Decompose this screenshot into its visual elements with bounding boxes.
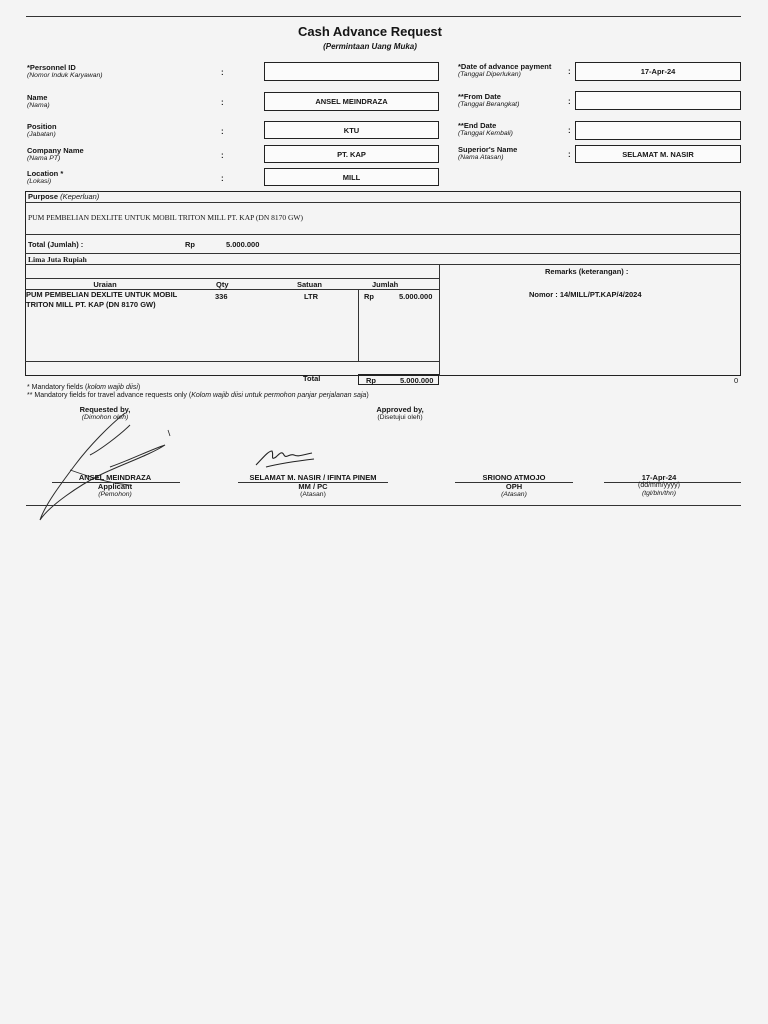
total-rule: [25, 253, 741, 254]
signatory-name: 17-Apr-24: [641, 473, 677, 482]
signatory-sub: (tgl/bln/thn): [641, 490, 676, 497]
total-currency: Rp: [185, 240, 195, 249]
header-jumlah: Jumlah: [372, 280, 399, 289]
purpose-rule: [25, 234, 741, 235]
signatory-name: ANSEL MEINDRAZA: [78, 473, 152, 482]
table-bottom-rule: [25, 361, 440, 362]
end-date-field[interactable]: [575, 121, 741, 140]
items-table: [25, 264, 440, 376]
signatory-role: Applicant: [97, 482, 133, 491]
purpose-label: Purpose (Keperluan): [28, 192, 100, 201]
row-satuan: LTR: [304, 292, 319, 301]
colon: :: [221, 98, 224, 107]
location-field[interactable]: MILL: [264, 168, 439, 186]
colon: :: [221, 127, 224, 136]
approved-by-sublabel: (Disetujui oleh): [377, 414, 423, 421]
row-currency: Rp: [364, 292, 374, 301]
total-amount: 5.000.000: [226, 240, 260, 249]
colon: :: [568, 126, 571, 135]
purpose-header-rule: [25, 202, 741, 203]
top-rule: [26, 16, 741, 17]
date-of-payment-label: *Date of advance payment (Tanggal Diperlukan): [458, 62, 552, 78]
colon: :: [568, 67, 571, 76]
approved-by-label: Approved by,: [376, 405, 424, 414]
bottom-rule: [26, 505, 741, 506]
amount-in-words: Lima Juta Rupiah: [28, 255, 87, 264]
signatory-name: SRIONO ATMOJO: [482, 473, 546, 482]
table-total-label: Total: [303, 374, 321, 383]
colon: :: [221, 151, 224, 160]
signatory-date: [604, 474, 714, 498]
colon: :: [221, 174, 224, 183]
signatory-sub: (Pemohon): [98, 491, 132, 498]
requested-by-label: Requested by,: [79, 405, 131, 414]
end-date-label: **End Date (Tanggal Kembali): [458, 121, 513, 137]
applicant-signature: [30, 405, 190, 525]
remarks-zero: 0: [734, 376, 739, 385]
superior-signature: [252, 447, 322, 471]
remarks-text: Nomor : 14/MILL/PT.KAP/4/2024: [529, 290, 642, 299]
table-top-rule: [25, 278, 440, 279]
from-date-field[interactable]: [575, 91, 741, 110]
colon: :: [568, 97, 571, 106]
signatory-role: (dd/mm/yyyy): [638, 482, 680, 489]
signatory-sub: (Atasan): [501, 491, 527, 498]
position-label: Position (Jabatan): [27, 122, 57, 138]
personnel-id-label: *Personnel ID (Nomor Induk Karyawan): [27, 63, 103, 79]
company-name-field[interactable]: PT. KAP: [264, 145, 439, 163]
from-date-label: **From Date (Tanggal Berangkat): [458, 92, 520, 108]
signatory-name: SELAMAT M. NASIR / IFINTA PINEM: [249, 473, 377, 482]
signatory-role: MM / PC: [298, 482, 328, 491]
signatory-applicant: [40, 474, 190, 499]
name-field[interactable]: ANSEL MEINDRAZA: [264, 92, 439, 111]
row-jumlah: 5.000.000: [399, 292, 433, 301]
position-field[interactable]: KTU: [264, 121, 439, 139]
name-label: Name (Nama): [27, 93, 50, 109]
company-name-label: Company Name (Nama PT): [27, 146, 84, 162]
row-qty: 336: [215, 292, 228, 301]
superior-name-field[interactable]: SELAMAT M. NASIR: [575, 145, 741, 163]
page-subtitle: (Permintaan Uang Muka): [323, 42, 417, 51]
signatory-role: OPH: [505, 482, 523, 491]
location-label: Location * (Lokasi): [27, 169, 64, 185]
signatory-superior: [228, 474, 398, 499]
mandatory-note: * Mandatory fields (kolom wajib diisi): [27, 384, 141, 391]
requested-by-sublabel: (Dimohon oleh): [81, 414, 129, 421]
row-uraian: PUM PEMBELIAN DEXLITE UNTUK MOBIL TRITON MILL PT. KAP (DN 8170 GW): [26, 290, 178, 309]
page-title: Cash Advance Request: [297, 24, 442, 39]
signatory-oph: [445, 474, 583, 499]
table-right-border: [439, 264, 440, 376]
signatory-sub: (Atasan): [300, 491, 326, 498]
purpose-text: PUM PEMBELIAN DEXLITE UNTUK MOBIL TRITON MILL PT. KAP (DN 8170 GW): [28, 213, 303, 222]
travel-note: ** Mandatory fields for travel advance requests only (Kolom wajib diisi untuk permohon panjar perjalanan saja): [27, 392, 369, 399]
colon: :: [221, 68, 224, 77]
table-total-amount: 5.000.000: [400, 376, 434, 385]
header-qty: Qty: [216, 280, 229, 289]
table-total-currency: Rp: [366, 376, 376, 385]
header-uraian: Uraian: [93, 280, 117, 289]
remarks-label: Remarks (keterangan) :: [545, 267, 629, 276]
header-satuan: Satuan: [297, 280, 323, 289]
approved-by: [345, 406, 455, 422]
superior-name-label: Superior's Name (Nama Atasan): [458, 145, 518, 161]
jumlah-divider: [358, 289, 359, 362]
total-label: Total (Jumlah) :: [28, 240, 84, 249]
personnel-id-field[interactable]: [264, 62, 439, 81]
date-of-payment-field[interactable]: 17-Apr-24: [575, 62, 741, 81]
colon: :: [568, 150, 571, 159]
